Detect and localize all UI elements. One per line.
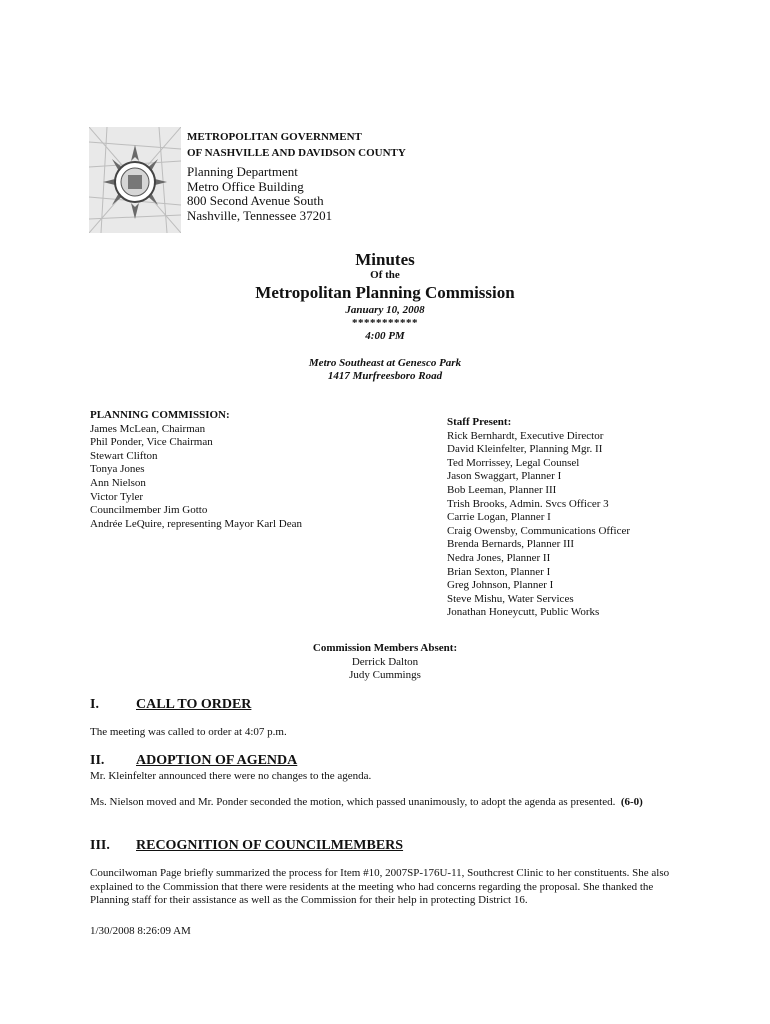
staff-item: Jason Swaggart, Planner I: [447, 470, 562, 483]
doc-title-commission: Metropolitan Planning Commission: [255, 283, 515, 302]
footer-timestamp: 1/30/2008 8:26:09 AM: [90, 925, 191, 937]
staff-item: Jonathan Honeycutt, Public Works: [447, 606, 600, 619]
absent-members: [0, 642, 770, 683]
staff-item: Trish Brooks, Admin. Svcs Officer 3: [447, 497, 609, 510]
staff-item: Carrie Logan, Planner I: [447, 511, 551, 524]
section-heading-recognition: [90, 838, 403, 854]
planning-commission-list: [90, 409, 302, 531]
section-number: III.: [90, 838, 110, 853]
staff-item: Brenda Bernards, Planner III: [447, 538, 575, 551]
meeting-location: Metro Southeast at Genesco Park: [308, 357, 462, 369]
planning-commission-heading: PLANNING COMMISSION:: [90, 409, 230, 421]
call-to-order-text: The meeting was called to order at 4:07 p.m.: [90, 726, 287, 738]
member-item: Victor Tyler: [90, 490, 144, 503]
section-title: ADOPTION OF AGENDA: [136, 753, 298, 768]
staff-item: Steve Mishu, Water Services: [447, 592, 574, 605]
meeting-address: 1417 Murfreesboro Road: [327, 370, 443, 382]
address-line: Metro Office Building: [187, 178, 304, 194]
address-line: 800 Second Avenue South: [187, 193, 324, 209]
meeting-date: January 10, 2008: [345, 304, 425, 316]
section-title: RECOGNITION OF COUNCILMEMBERS: [136, 838, 404, 853]
section-number: I.: [90, 697, 99, 712]
doc-title-of-the: Of the: [370, 269, 400, 281]
metro-seal-logo: [89, 127, 181, 233]
member-item: Tonya Jones: [90, 463, 145, 476]
staff-present-list: [447, 416, 630, 620]
department-address: [187, 165, 332, 223]
staff-item: Brian Sexton, Planner I: [447, 565, 551, 578]
agenda-text-1: Mr. Kleinfelter announced there were no changes to the agenda.: [90, 770, 372, 782]
staff-item: David Kleinfelter, Planning Mgr. II: [447, 443, 603, 456]
recognition-text: Councilwoman Page briefly summarized the process for Item #10, 2007SP-176U-11, Southcrest Clinic to her constituents. She also explained to the Commission that there were residents at the meeting who had concerns regarding the proposal. She thanked the Planning staff for their assistance as well as the Commission for their help in protecting District 16.: [90, 867, 670, 907]
absent-item: Derrick Dalton: [351, 655, 419, 668]
section-title: CALL TO ORDER: [136, 697, 252, 712]
meeting-time: 4:00 PM: [365, 330, 405, 342]
member-item: James McLean, Chairman: [90, 422, 206, 435]
absent-heading: Commission Members Absent:: [312, 642, 458, 654]
agenda-motion: Ms. Nielson moved and Mr. Ponder seconded the motion, which passed unanimously, to adopt the agenda as presented.: [90, 796, 616, 808]
staff-item: Rick Bernhardt, Executive Director: [447, 429, 604, 442]
member-item: Stewart Clifton: [90, 449, 158, 462]
staff-item: Ted Morrissey, Legal Counsel: [447, 456, 580, 469]
member-item: Councilmember Jim Gotto: [90, 504, 208, 517]
absent-item: Judy Cummings: [349, 669, 421, 682]
address-line: Nashville, Tennessee 37201: [187, 207, 333, 223]
org-name-line2: OF NASHVILLE AND DAVIDSON COUNTY: [187, 147, 406, 159]
section-number: II.: [90, 753, 105, 768]
staff-item: Greg Johnson, Planner I: [447, 579, 554, 592]
staff-heading: Staff Present:: [447, 416, 512, 428]
address-line: Planning Department: [187, 164, 298, 179]
staff-item: Craig Owensby, Communications Officer: [447, 524, 630, 537]
agenda-text-2: [90, 796, 690, 810]
vote-count: (6-0): [620, 796, 643, 808]
doc-title-minutes: Minutes: [355, 250, 415, 269]
member-item: Andrée LeQuire, representing Mayor Karl Dean: [90, 517, 302, 530]
org-name-line1: METROPOLITAN GOVERNMENT: [187, 131, 362, 143]
staff-item: Nedra Jones, Planner II: [447, 551, 551, 564]
separator-stars: ***********: [352, 317, 418, 329]
staff-item: Bob Leeman, Planner III: [447, 483, 557, 496]
member-item: Phil Ponder, Vice Chairman: [90, 436, 213, 449]
section-heading-adoption-of-agenda: [90, 753, 297, 769]
section-heading-call-to-order: [90, 697, 251, 713]
member-item: Ann Nielson: [90, 476, 146, 489]
